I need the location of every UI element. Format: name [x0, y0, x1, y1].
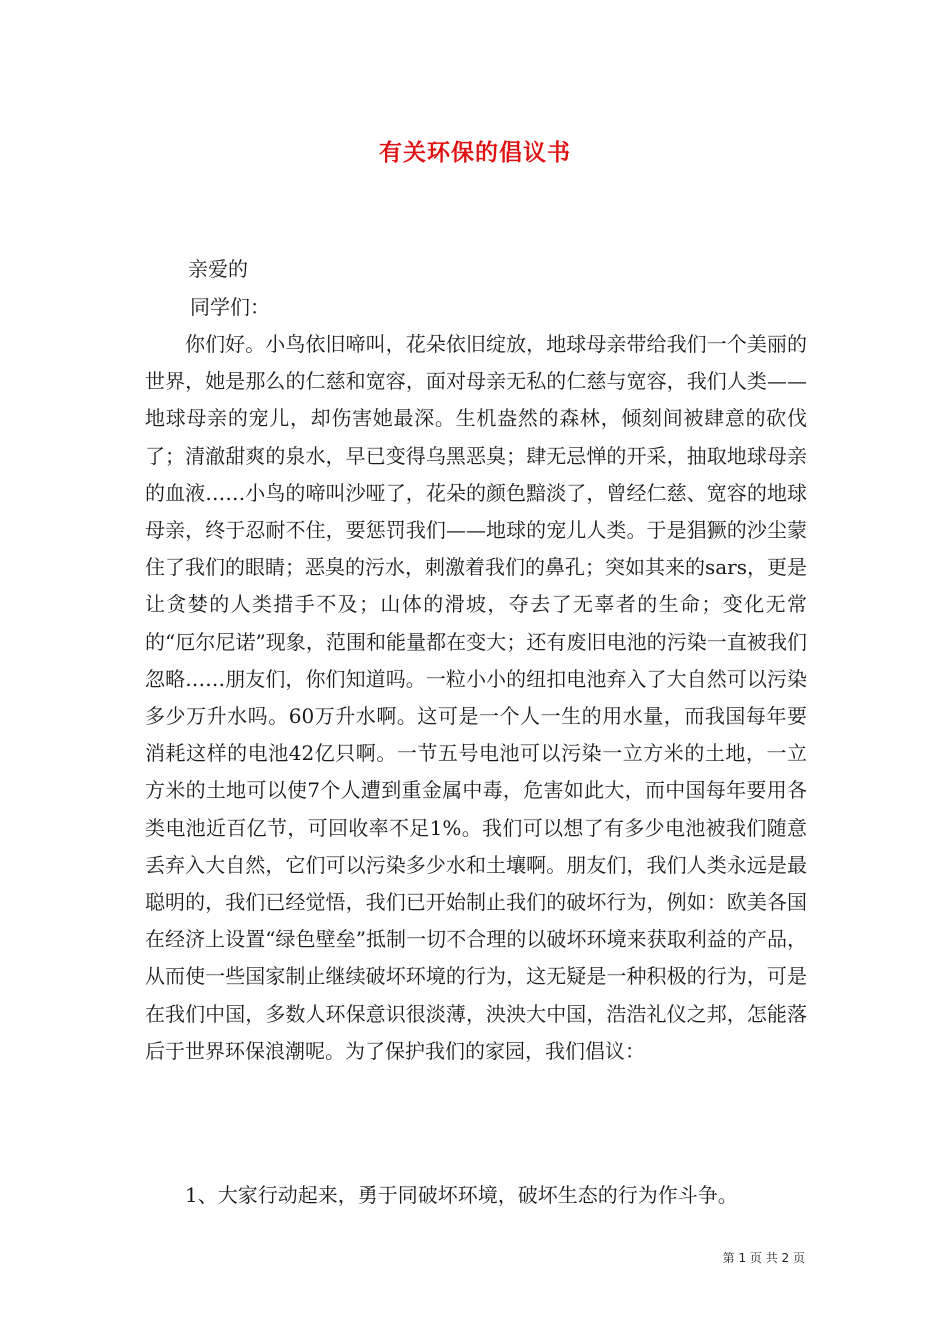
document-title: 有关环保的倡议书 — [379, 139, 571, 166]
page-number-footer: 第 1 页 共 2 页 — [722, 1251, 805, 1265]
salutation-line-2: 同学们： — [190, 295, 270, 319]
proposal-item-1: 1、大家行动起来，勇于同破坏环境，破坏生态的行为作斗争。 — [185, 1183, 738, 1207]
salutation-line-1: 亲爱的 — [188, 257, 248, 281]
body-paragraph: 你们好。小鸟依旧啼叫，花朵依旧绽放，地球母亲带给我们一个美丽的世界，她是那么的仁慈和宽容，面对母亲无私的仁慈与宽容，我们人类——地球母亲的宠儿，却伤害她最深。生机盎然的森林，倾刻间被肆意的砍伐了；清澈甜爽的泉水，早已变得乌黑恶臭；肆无忌惮的开采，抽取地球母亲的血液……小鸟的啼叫沙哑了，花朵的颜色黯淡了，曾经仁慈、宽容的地球母亲，终于忍耐不住，要惩罚我们——地球的宠儿人类。于是猖獗的沙尘蒙住了我们的眼睛；恶臭的污水，刺激着我们的鼻孔；突如其来的sars，更是让贪婪的人类措手不及；山体的滑坡，夺去了无辜者的生命；变化无常的“厄尔尼诺”现象，范围和能量都在变大；还有废旧电池的污染一直被我们忽略……朋友们，你们知道吗。一粒小小的纽扣电池弃入了大自然可以污染多少万升水吗。60万升水啊。这可是一个人一生的用水量，而我国每年要消耗这样的电池42亿只啊。一节五号电池可以污染一立方米的土地，一立方米的土地可以使7个人遭到重金属中毒，危害如此大，而中国每年要用各类电池近百亿节，可回收率不足1%。我们可以想了有多少电池被我们随意丢弃入大自然，它们可以污染多少水和土壤啊。朋友们，我们人类永远是最聪明的，我们已经觉悟，我们已开始制止我们的破坏行为，例如：欧美各国在经济上设置“绿色壁垒”抵制一切不合理的以破坏环境来获取利益的产品，从而使一些国家制止继续破坏环境的行为，这无疑是一种积极的行为，可是在我们中国，多数人环保意识很淡薄，泱泱大中国，浩浩礼仪之邦，怎能落后于世界环保浪潮呢。为了保护我们的家园，我们倡议： — [145, 332, 808, 1063]
